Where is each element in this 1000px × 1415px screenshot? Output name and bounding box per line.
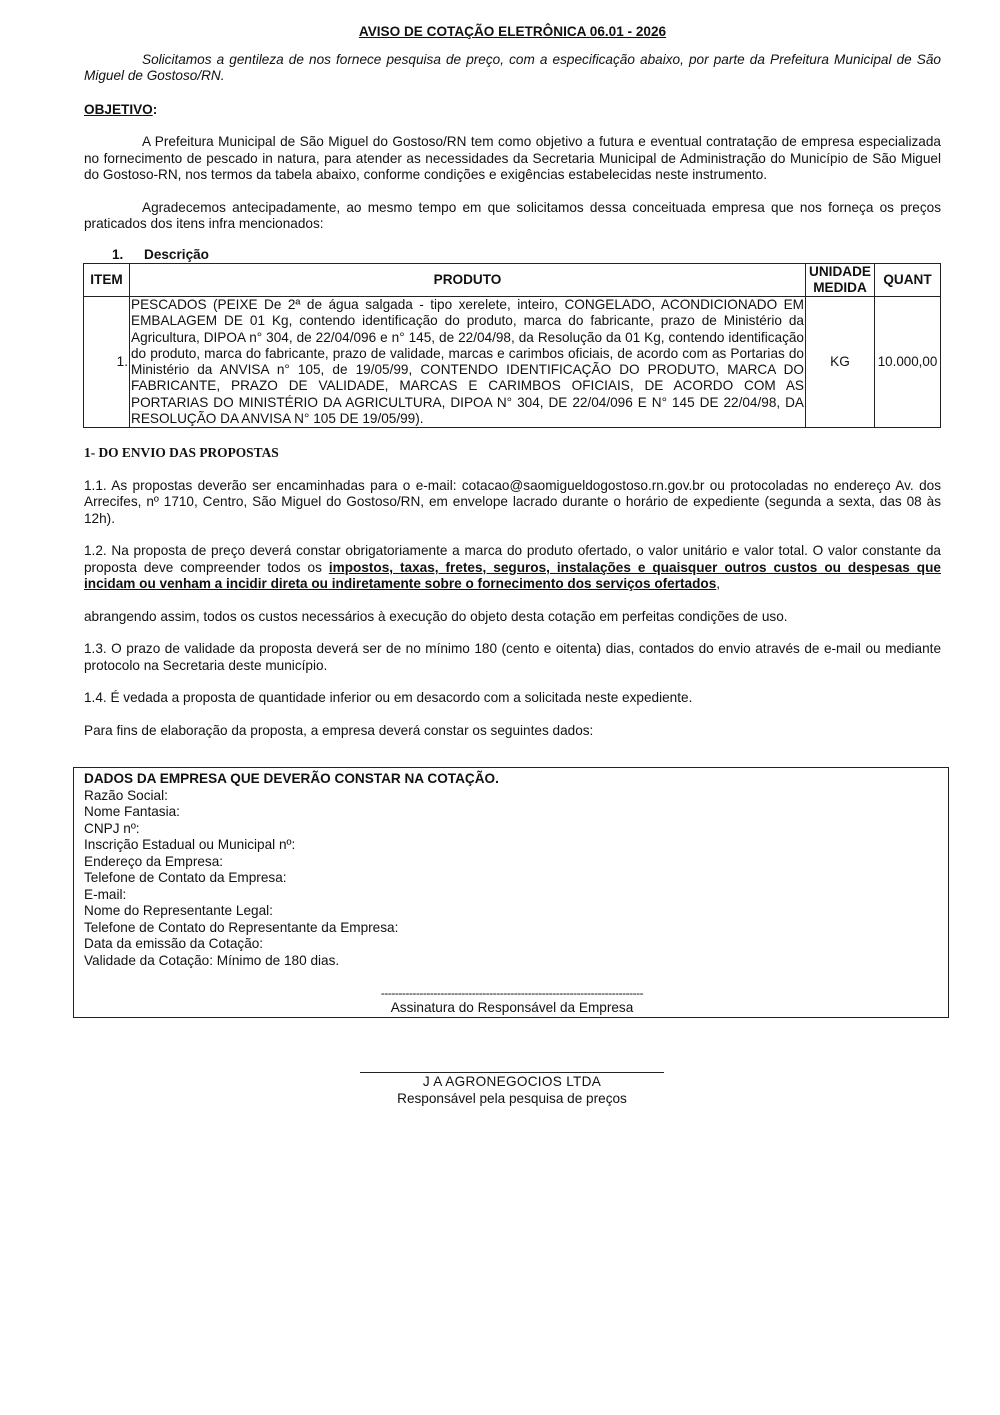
- paragraph-1-1: 1.1. As propostas deverão ser encaminhadas para o e-mail: cotacao@saomigueldogostoso.rn.gov.br ou protocoladas no endereço Av. dos Arrecifes, nº 1710, Centro, São Miguel do Gostoso/RN, em envelope lacrado durante o horário de expediente (segunda a sexta, das 08 às 12h).: [84, 477, 941, 526]
- items-table: [83, 263, 941, 428]
- document-page: [84, 24, 941, 739]
- field-data-emissao: Data da emissão da Cotação:: [84, 936, 264, 951]
- responsavel-role: Responsável pela pesquisa de preços: [397, 1090, 627, 1106]
- descricao-heading: [112, 247, 941, 264]
- signature-label: Assinatura do Responsável da Empresa: [390, 1000, 634, 1015]
- paragraph-1-2: [84, 543, 941, 593]
- field-endereco: Endereço da Empresa:: [84, 853, 224, 869]
- objetivo-heading: [84, 102, 941, 119]
- cell-quant: 10.000,00: [875, 297, 941, 428]
- para-fins-paragraph: Para fins de elaboração da proposta, a empresa deverá constar os seguintes dados:: [84, 722, 594, 738]
- dados-title: DADOS DA EMPRESA QUE DEVERÃO CONSTAR NA COTAÇÃO.: [84, 771, 499, 786]
- field-nome-fantasia: Nome Fantasia:: [84, 804, 180, 819]
- field-validade: Validade da Cotação: Mínimo de 180 dias.: [84, 952, 340, 968]
- cell-produto: PESCADOS (PEIXE De 2ª de água salgada - tipo xerelete, inteiro, CONGELADO, ACONDICIONADO EM EMBALAGEM DE 01 Kg, contendo identificação do produto, marca do fabricante, prazo de Ministério da Agricultura, DIPOA n° 304, de 22/04/096 e n° 145, de 22/04/98, da Resolução da 01 Kg, contendo identificação do produto, marca do fabricante, prazo de validade, marcas e carimbos oficiais, de acordo com as Portarias do Ministério da ANVISA n° 105, de 19/05/99, CONTENDO IDENTIFICAÇÃO DO PRODUTO, MARCA DO FABRICANTE, PRAZO DE VALIDADE, MARCAS E CARIMBOS OFICIAIS, DE ACORDO COM AS PORTARIAS DO MINISTÉRIO DA AGRICULTURA, DIPOA N° 304, DE 22/04/096 E N° 145 DE 22/04/98, DA RESOLUÇÃO DA ANVISA N° 105 DE 19/05/99).: [131, 297, 804, 427]
- responsavel-name: J A AGRONEGOCIOS LTDA: [422, 1074, 602, 1089]
- signature-dashed-line: ---------------------------------------------------------------------------: [380, 986, 644, 1000]
- envio-heading: 1- DO ENVIO DAS PROPOSTAS: [84, 445, 279, 461]
- responsavel-block: [360, 1072, 664, 1107]
- field-cnpj: CNPJ nº:: [84, 820, 140, 836]
- table-row: [84, 297, 941, 428]
- header-item: ITEM: [84, 264, 130, 297]
- field-razao-social: Razão Social:: [84, 787, 168, 803]
- cell-unidade: KG: [806, 297, 875, 428]
- paragraph-1-2-end: ,: [716, 576, 721, 592]
- intro-paragraph: Solicitamos a gentileza de nos fornece pesquisa de preço, com a especificação abaixo, por parte da Prefeitura Municipal de São Miguel de Gostoso/RN.: [84, 51, 941, 83]
- agradecimento-paragraph: Agradecemos antecipadamente, ao mesmo tempo em que solicitamos dessa conceituada empresa que nos forneça os preços praticados dos itens infra mencionados:: [84, 199, 941, 231]
- header-unidade: UNIDADE MEDIDA: [806, 264, 875, 297]
- objetivo-heading-label: OBJETIVO: [84, 101, 153, 117]
- header-produto: PRODUTO: [130, 264, 806, 297]
- dados-empresa-box: [73, 767, 949, 1018]
- paragraph-1-4: 1.4. É vedada a proposta de quantidade inferior ou em desacordo com a solicitada neste expediente.: [84, 690, 693, 706]
- descricao-label: Descrição: [144, 246, 209, 262]
- field-inscricao: Inscrição Estadual ou Municipal nº:: [84, 837, 296, 852]
- descricao-number: 1.: [112, 246, 124, 262]
- header-quant: QUANT: [875, 264, 941, 297]
- paragraph-1-2-continuation: abrangendo assim, todos os custos necessários à execução do objeto desta cotação em perfeitas condições de uso.: [84, 608, 788, 624]
- field-telefone-empresa: Telefone de Contato da Empresa:: [84, 870, 287, 885]
- paragraph-1-3: 1.3. O prazo de validade da proposta deverá ser de no mínimo 180 (cento e oitenta) dias, contados do envio através de e-mail ou mediante protocolo na Secretaria deste município.: [84, 641, 941, 673]
- field-representante: Nome do Representante Legal:: [84, 903, 273, 918]
- table-header-row: [84, 264, 941, 297]
- cell-item: 1.: [84, 297, 130, 428]
- objetivo-paragraph: A Prefeitura Municipal de São Miguel do Gostoso/RN tem como objetivo a futura e eventual contratação de empresa especializada no fornecimento de pescado in natura, para atender as necessidades da Secretaria Municipal de Administração do Município de São Miguel do Gostoso-RN, nos termos da tabela abaixo, conforme condições e exigências estabelecidas neste instrumento.: [84, 134, 941, 182]
- field-email: E-mail:: [84, 886, 127, 902]
- objetivo-heading-colon: :: [152, 101, 158, 117]
- field-telefone-representante: Telefone de Contato do Representante da Empresa:: [84, 919, 399, 935]
- paragraph-1-2-emphasis: impostos, taxas, fretes, seguros, instalações e quaisquer outros custos ou despesas que incidam ou venham a incidir direta ou indiretamente sobre o fornecimento dos serviços ofertados: [84, 559, 941, 592]
- page-title: AVISO DE COTAÇÃO ELETRÔNICA 06.01 - 2026: [358, 24, 667, 39]
- paragraph-1-2-start: 1.2. Na proposta de preço deverá constar obrigatoriamente a marca do produto ofertado, o valor unitário e valor total. O valor constante da proposta deve compreender todos os: [84, 543, 941, 575]
- responsavel-signature-line: [360, 1072, 664, 1073]
